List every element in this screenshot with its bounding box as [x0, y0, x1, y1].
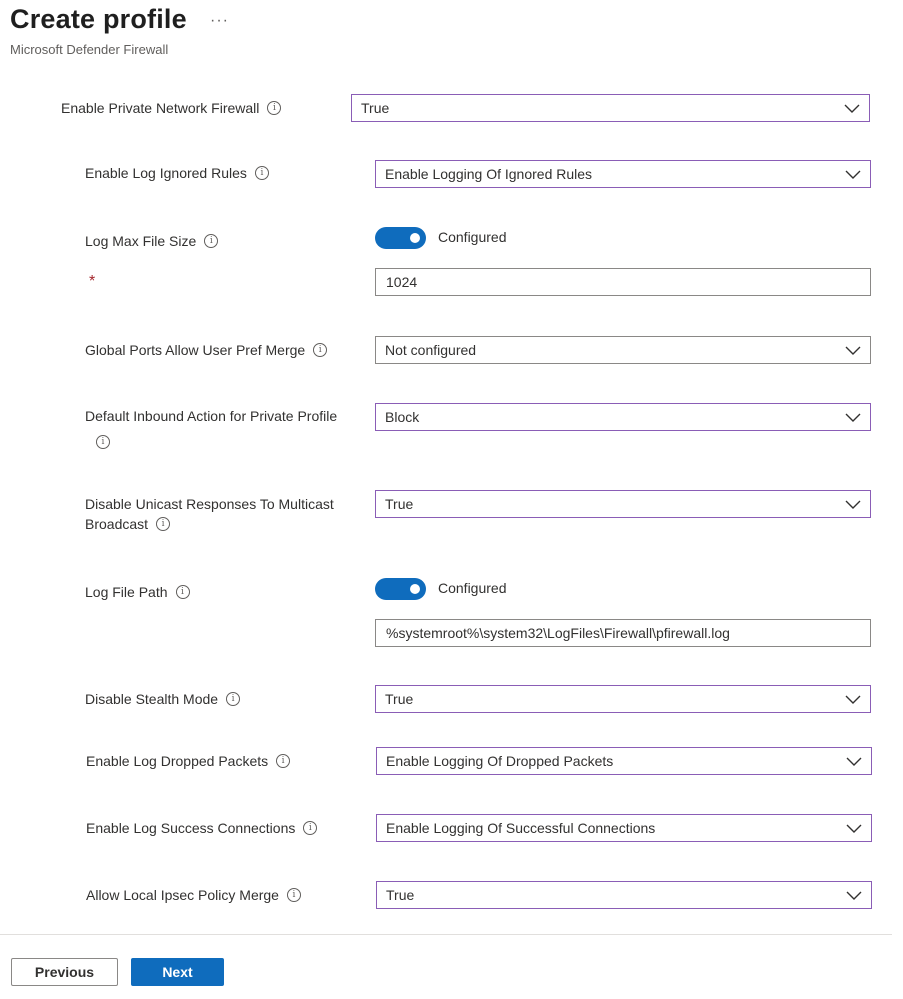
disable-unicast-dropdown[interactable]	[375, 490, 871, 518]
chevron-down-icon	[845, 343, 861, 357]
chevron-down-icon	[846, 754, 862, 768]
ipsec-merge-label-text: Allow Local Ipsec Policy Merge	[86, 887, 279, 903]
chevron-down-icon	[846, 821, 862, 835]
next-button[interactable]: Next	[131, 958, 224, 986]
log-success-dropdown[interactable]	[376, 814, 872, 842]
footer-divider	[0, 934, 892, 935]
log-file-path-toggle-label: Configured	[438, 580, 507, 596]
default-inbound-label: Default Inbound Action for Private Profile	[85, 408, 338, 424]
log-max-size-toggle-label: Configured	[438, 229, 507, 245]
disable-unicast-label-line2	[85, 514, 170, 535]
log-ignored-value: Enable Logging Of Ignored Rules	[385, 166, 593, 182]
disable-unicast-label-line1: Disable Unicast Responses To Multicast	[85, 496, 334, 512]
log-max-size-toggle[interactable]	[375, 227, 426, 249]
toggle-knob	[410, 584, 420, 594]
info-icon[interactable]: i	[267, 101, 281, 115]
private-firewall-label-text: Enable Private Network Firewall	[61, 100, 260, 116]
global-ports-label	[85, 340, 327, 361]
disable-stealth-label	[85, 689, 240, 710]
required-asterisk: *	[89, 273, 96, 290]
log-dropped-label	[86, 751, 290, 772]
chevron-down-icon	[845, 410, 861, 424]
info-icon[interactable]: i	[226, 692, 240, 706]
log-success-value: Enable Logging Of Successful Connections	[386, 820, 656, 836]
chevron-down-icon	[844, 101, 860, 115]
default-inbound-dropdown[interactable]	[375, 403, 871, 431]
disable-stealth-dropdown[interactable]	[375, 685, 871, 713]
private-firewall-value: True	[361, 100, 390, 116]
log-max-size-label	[85, 231, 218, 252]
disable-stealth-label-text: Disable Stealth Mode	[85, 691, 219, 707]
disable-unicast-label-line2-text: Broadcast	[85, 516, 149, 532]
log-dropped-dropdown[interactable]	[376, 747, 872, 775]
log-success-label-text: Enable Log Success Connections	[86, 820, 296, 836]
log-ignored-label	[85, 163, 269, 184]
chevron-down-icon	[845, 167, 861, 181]
page-title: Create profile	[10, 4, 187, 34]
ipsec-merge-dropdown[interactable]	[376, 881, 872, 909]
info-icon[interactable]: i	[204, 234, 218, 248]
info-icon[interactable]: i	[287, 888, 301, 902]
info-icon[interactable]: i	[156, 517, 170, 531]
log-file-path-input[interactable]: %systemroot%\system32\LogFiles\Firewall\pfirewall.log	[375, 619, 871, 647]
private-firewall-dropdown[interactable]	[351, 94, 870, 122]
more-icon[interactable]: ···	[210, 12, 229, 29]
global-ports-dropdown[interactable]	[375, 336, 871, 364]
global-ports-label-text: Global Ports Allow User Pref Merge	[85, 342, 306, 358]
log-file-path-label	[85, 582, 190, 603]
log-ignored-label-text: Enable Log Ignored Rules	[85, 165, 247, 181]
private-firewall-label	[61, 98, 281, 119]
info-icon[interactable]: i	[176, 585, 190, 599]
log-file-path-toggle[interactable]	[375, 578, 426, 600]
log-file-path-label-text: Log File Path	[85, 584, 168, 600]
chevron-down-icon	[846, 888, 862, 902]
log-dropped-value: Enable Logging Of Dropped Packets	[386, 753, 614, 769]
ipsec-merge-label	[86, 885, 301, 906]
log-max-size-label-text: Log Max File Size	[85, 233, 197, 249]
info-icon[interactable]: i	[96, 435, 110, 449]
default-inbound-value: Block	[385, 409, 420, 425]
disable-unicast-value: True	[385, 496, 414, 512]
log-success-label	[86, 818, 317, 839]
log-dropped-label-text: Enable Log Dropped Packets	[86, 753, 269, 769]
log-max-size-input[interactable]: 1024	[375, 268, 871, 296]
log-ignored-dropdown[interactable]	[375, 160, 871, 188]
previous-button[interactable]: Previous	[11, 958, 118, 986]
global-ports-value: Not configured	[385, 342, 477, 358]
chevron-down-icon	[845, 692, 861, 706]
chevron-down-icon	[845, 497, 861, 511]
toggle-knob	[410, 233, 420, 243]
page-subtitle: Microsoft Defender Firewall	[10, 42, 169, 57]
info-icon[interactable]: i	[313, 343, 327, 357]
disable-stealth-value: True	[385, 691, 414, 707]
info-icon[interactable]: i	[303, 821, 317, 835]
ipsec-merge-value: True	[386, 887, 415, 903]
info-icon[interactable]: i	[255, 166, 269, 180]
info-icon[interactable]: i	[276, 754, 290, 768]
